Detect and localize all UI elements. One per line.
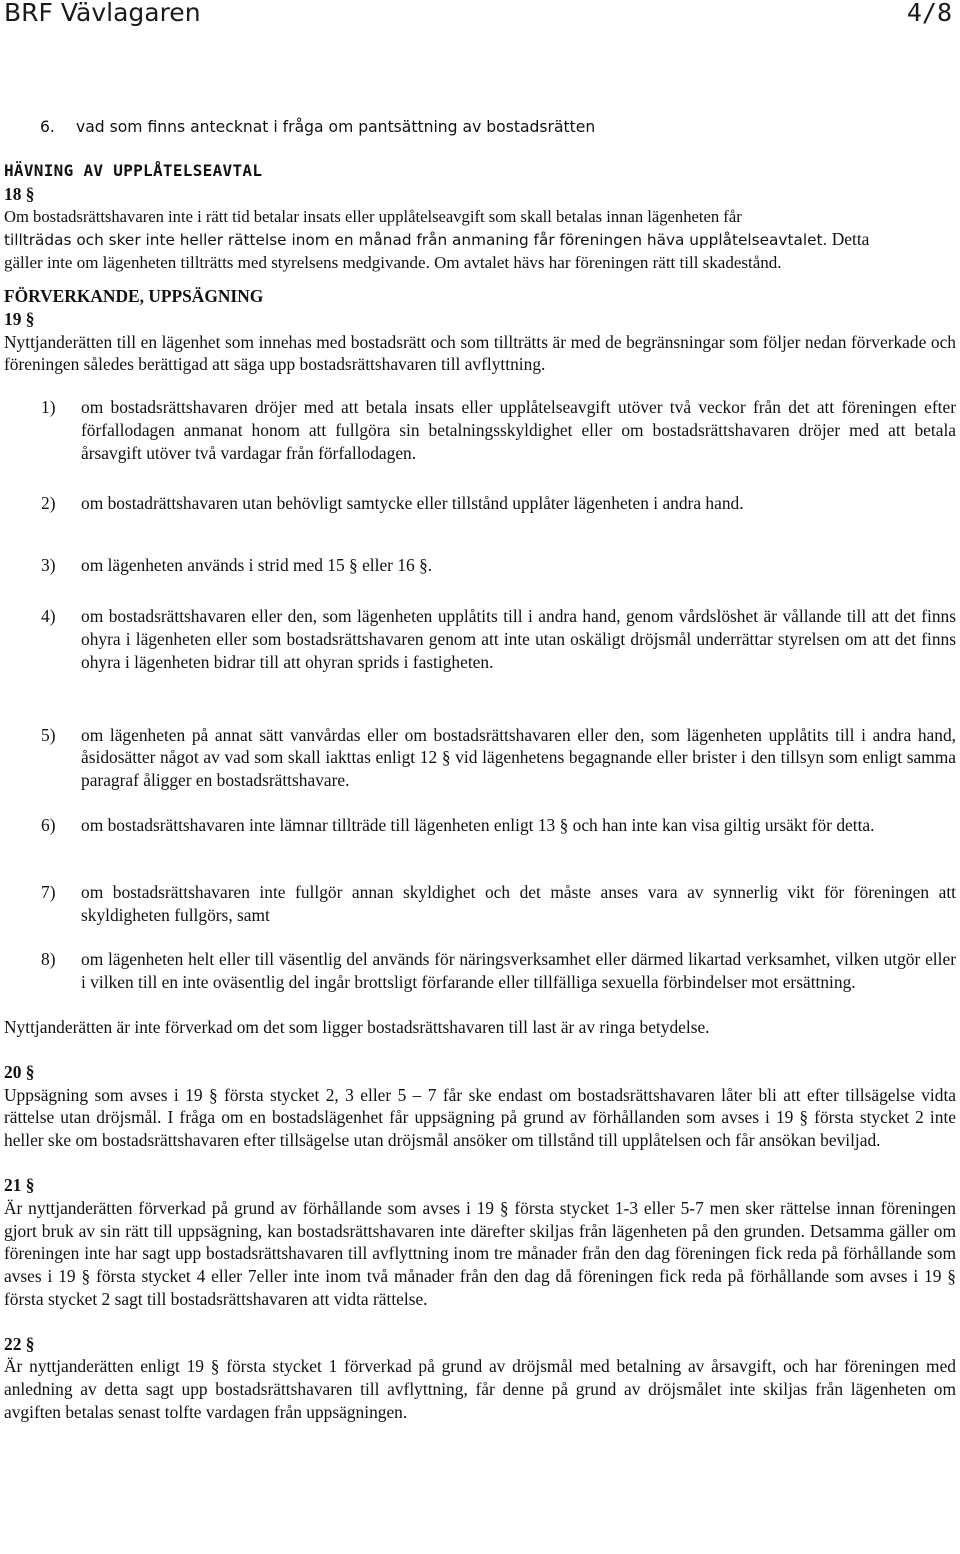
item-number: 5) xyxy=(41,724,56,745)
list-item xyxy=(4,881,956,927)
item-text: om lägenheten på annat sätt vanvårdas eller om bostadsrättshavaren eller den, som lägenheten upplåtits till i andra hand, åsidosätter något av vad som skall iakttas enligt 12 § vid lägenhetens begagnande eller brister i den tillsyn som enligt samma paragraf åligger en bostadsrättshavare. xyxy=(81,724,956,791)
list-item xyxy=(4,814,956,837)
page-number: 4/8 xyxy=(906,0,952,27)
item-number: 3) xyxy=(41,555,56,576)
paragraph-line: Om bostadsrättshavaren inte i rätt tid betalar insats eller upplåtelseavgift som skall betalas innan lägenheten får xyxy=(4,206,742,226)
item-text: om bostadsrättshavaren inte fullgör annan skyldighet och det måste anses vara av synnerlig vikt för föreningen att skyldigheten fullgörs, samt xyxy=(81,881,956,925)
item-text: om lägenheten helt eller till väsentlig del används för näringsverksamhet eller därmed likartad verksamhet, vilken utgör eller i vilken till en inte oväsentlig del ingår brottsligt förfarande eller tillfälliga sexuella förbindelser mot ersättning. xyxy=(81,949,956,993)
section-20 xyxy=(4,1061,956,1152)
header-title: BRF Vävlagaren xyxy=(4,0,201,27)
list-item xyxy=(4,605,956,673)
list-item xyxy=(4,116,956,138)
page-header xyxy=(4,0,956,40)
item-text: om bostadsrättshavaren eller den, som lägenheten upplåtits till i andra hand, genom vårdslöshet är vållande till att det finns ohyra i lägenheten eller som bostadsrättshavaren genom att inte utan oskäligt dröjsmål underrättar styrelsen om att det finns ohyra i lägenheten bidrar till att ohyran sprids i fastigheten. xyxy=(81,606,956,672)
section-heading: FÖRVERKANDE, UPPSÄGNING xyxy=(4,285,264,306)
section-closing: Nyttjanderätten är inte förverkad om det som ligger bostadsrättshavaren till last är av ringa betydelse. xyxy=(4,1016,710,1037)
list-item xyxy=(4,948,956,994)
section-heading: HÄVNING AV UPPLÅTELSEAVTAL xyxy=(4,161,263,180)
item-text: om bostadrättshavaren utan behövligt samtycke eller tillstånd upplåter lägenheten i andra hand. xyxy=(81,492,744,513)
section-18 xyxy=(4,160,956,275)
section-number: 21 § xyxy=(4,1174,35,1195)
paragraph-line: gäller inte om lägenheten tillträtts med styrelsens medgivande. Om avtalet hävs har föreningen rätt till skadestånd. xyxy=(4,253,782,273)
item-number: 8) xyxy=(41,949,56,970)
section-number: 20 § xyxy=(4,1061,35,1082)
paragraph-text: Detta xyxy=(827,229,870,250)
item-number: 6. xyxy=(40,118,55,136)
paragraph-text: tillträdas och sker inte heller rättelse inom en månad från anmaning får föreningen häva upplåtelseavtalet. xyxy=(4,231,828,250)
section-text: Är nyttjanderätten enligt 19 § första stycket 1 förverkad på grund av dröjsmål med betalning av årsavgift, och har föreningen med anledning av detta sagt upp bostadsrättshavaren till avflyttning, får denne på grund av dröjsmålet inte skiljas från lägenheten om avgiften betalas senast tolfte vardagen från uppsägningen. xyxy=(4,1356,956,1423)
section-intro: Nyttjanderätten till en lägenhet som innehas med bostadsrätt och som tillträtts är med de begränsningar som följer nedan förverkade och föreningen således berättigad att säga upp bostadsrättshavaren till avflyttning. xyxy=(4,331,956,375)
section-number: 22 § xyxy=(4,1333,35,1354)
item-text: vad som finns antecknat i fråga om pantsättning av bostadsrätten xyxy=(76,118,596,136)
list-item xyxy=(4,554,956,577)
item-text: om bostadsrättshavaren inte lämnar tillträde till lägenheten enligt 13 § och han inte kan visa giltig ursäkt för detta. xyxy=(81,814,875,835)
section-22 xyxy=(4,1333,956,1424)
paragraph-line xyxy=(4,228,956,252)
list-item xyxy=(4,396,956,464)
item-number: 4) xyxy=(41,606,56,627)
item-text: om lägenheten används i strid med 15 § eller 16 §. xyxy=(81,555,433,576)
section-text: Uppsägning som avses i 19 § första stycket 2, 3 eller 5 – 7 får ske endast om bostadsrättshavaren låter bli att efter tillsägelse vidta rättelse utan dröjsmål. I fråga om en bostadslägenhet får uppsägning på grund av förhållanden som avses i 19 § första stycket 2 inte heller ske om bostadsrättshavaren efter tillsägelse utan dröjsmål ansöker om tillstånd till upplåtelsen och får ansökan beviljad. xyxy=(4,1084,956,1151)
section-text: Är nyttjanderätten förverkad på grund av förhållande som avses i 19 § första stycket 1-3 eller 5-7 men sker rättelse innan föreningen gjort bruk av sin rätt till uppsägning, kan bostadsrättshavaren inte därefter skiljas från lägenheten på den grunden. Detsamma gäller om föreningen inte har sagt upp bostadsrättshavaren till avflyttning inom tre månader från den dag föreningen fick reda på förhållande som avses i 19 § första stycket 4 eller 7eller inte inom två månader från den dag då föreningen fick reda på förhållande som avses i 19 § första stycket 2 sagt till bostadsrättshavaren att vidta rättelse. xyxy=(4,1197,956,1309)
item-number: 1) xyxy=(41,397,56,418)
item-number: 7) xyxy=(41,881,56,902)
item-number: 6) xyxy=(41,814,56,835)
list-item xyxy=(4,492,956,515)
section-number: 18 § xyxy=(4,183,35,204)
item-text: om bostadsrättshavaren dröjer med att betala insats eller upplåtelseavgift utöver två veckor från det att föreningen efter förfallodagen anmanat honom att fullgöra sin betalningsskyldighet eller om bostadsrättshavaren dröjer med att betala årsavgift utöver två vardagar från förfallodagen. xyxy=(81,397,956,463)
section-21 xyxy=(4,1174,956,1311)
list-item xyxy=(4,724,956,792)
section-number: 19 § xyxy=(4,308,35,329)
section-19 xyxy=(4,285,956,1039)
item-number: 2) xyxy=(41,492,56,513)
